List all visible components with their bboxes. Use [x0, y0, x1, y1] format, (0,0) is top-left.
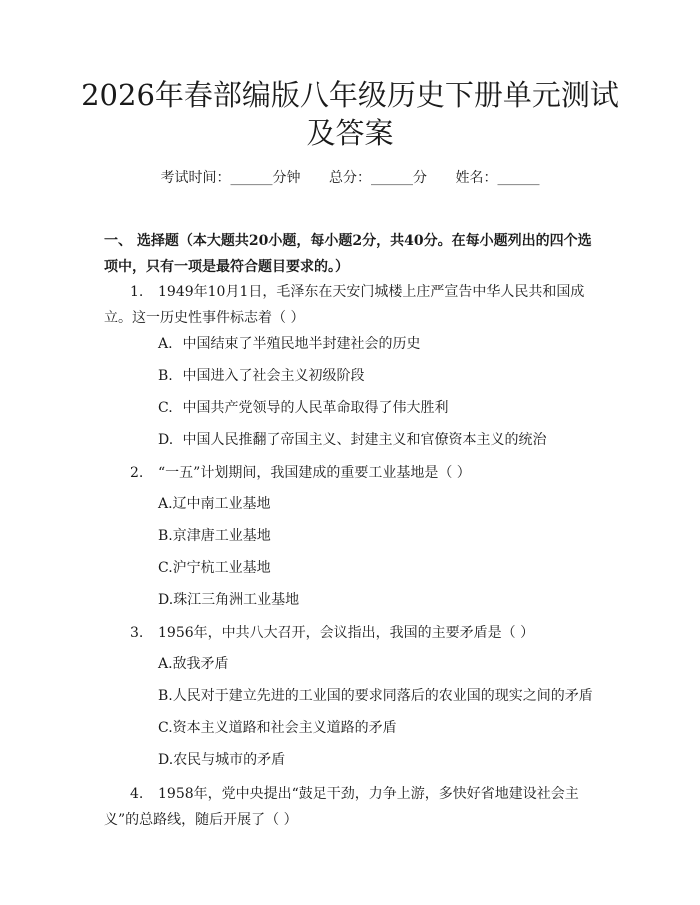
option-letter: B.	[158, 528, 173, 544]
question-3-option-b	[158, 686, 608, 706]
option-letter: D.	[158, 592, 174, 608]
question-1-option-a	[158, 334, 608, 354]
page-title: 2026年春部编版八年级历史下册单元测试及答案	[81, 78, 619, 150]
option-text: 中国结束了半殖民地半封建社会的历史	[182, 336, 421, 352]
question-2-option-c	[158, 558, 608, 578]
option-letter: C.	[158, 560, 173, 576]
question-number: 3.	[130, 625, 144, 641]
option-text: 中国共产党领导的人民革命取得了伟大胜利	[182, 400, 449, 416]
option-letter: C.	[158, 400, 173, 416]
question-2-option-d	[158, 590, 608, 610]
question-1-option-c	[158, 398, 608, 418]
option-letter: B.	[158, 368, 173, 384]
question-2-option-b	[158, 526, 608, 546]
question-number: 4.	[130, 786, 144, 802]
option-letter: C.	[158, 720, 173, 736]
question-text: 1949年10月1日，毛泽东在天安门城楼上庄严宣告中华人民共和国成立。这一历史性事件标志着（ ）	[104, 284, 585, 326]
question-2-option-a	[158, 494, 608, 514]
question-number: 1.	[130, 284, 144, 300]
question-number: 2.	[130, 465, 144, 481]
question-3-option-a	[158, 654, 608, 674]
option-text: 人民对于建立先进的工业国的要求同落后的农业国的现实之间的矛盾	[172, 688, 593, 704]
total-score-field: 总分：______分	[329, 170, 427, 186]
option-text: 沪宁杭工业基地	[172, 560, 271, 576]
question-3	[104, 620, 604, 646]
exam-info-bar	[0, 168, 700, 188]
option-text: 京津唐工业基地	[172, 528, 271, 544]
question-1-option-d	[158, 430, 608, 450]
question-3-option-d	[158, 750, 608, 770]
option-text: 中国进入了社会主义初级阶段	[182, 368, 365, 384]
option-text: 辽中南工业基地	[172, 496, 271, 512]
question-3-option-c	[158, 718, 608, 738]
question-text: 1958年，党中央提出“鼓足干劲，力争上游，多快好省地建设社会主义”的总路线，随后开展了（ ）	[104, 786, 579, 828]
option-text: 珠江三角洲工业基地	[173, 592, 300, 608]
option-text: 敌我矛盾	[172, 656, 229, 672]
question-4	[104, 781, 604, 833]
question-1	[104, 279, 604, 331]
student-name-field: 姓名：______	[455, 170, 540, 186]
option-letter: D.	[158, 752, 174, 768]
question-text: 1956年，中共八大召开，会议指出，我国的主要矛盾是（ ）	[158, 625, 535, 641]
question-text: “一五”计划期间，我国建成的重要工业基地是（ ）	[158, 465, 471, 481]
exam-time-field: 考试时间：______分钟	[160, 170, 301, 186]
option-letter: A.	[158, 656, 173, 672]
option-text: 中国人民推翻了帝国主义、封建主义和官僚资本主义的统治	[182, 432, 547, 448]
section-heading: 一、 选择题（本大题共20小题，每小题2分，共40分。在每小题列出的四个选项中，只有一项是最符合题目要求的。）	[104, 233, 592, 275]
option-letter: A.	[158, 496, 173, 512]
option-letter: D.	[158, 432, 174, 448]
option-letter: B.	[158, 688, 173, 704]
option-text: 农民与城市的矛盾	[173, 752, 286, 768]
question-1-option-b	[158, 366, 608, 386]
option-text: 资本主义道路和社会主义道路的矛盾	[172, 720, 397, 736]
question-2	[104, 460, 604, 486]
option-letter: A.	[158, 336, 173, 352]
